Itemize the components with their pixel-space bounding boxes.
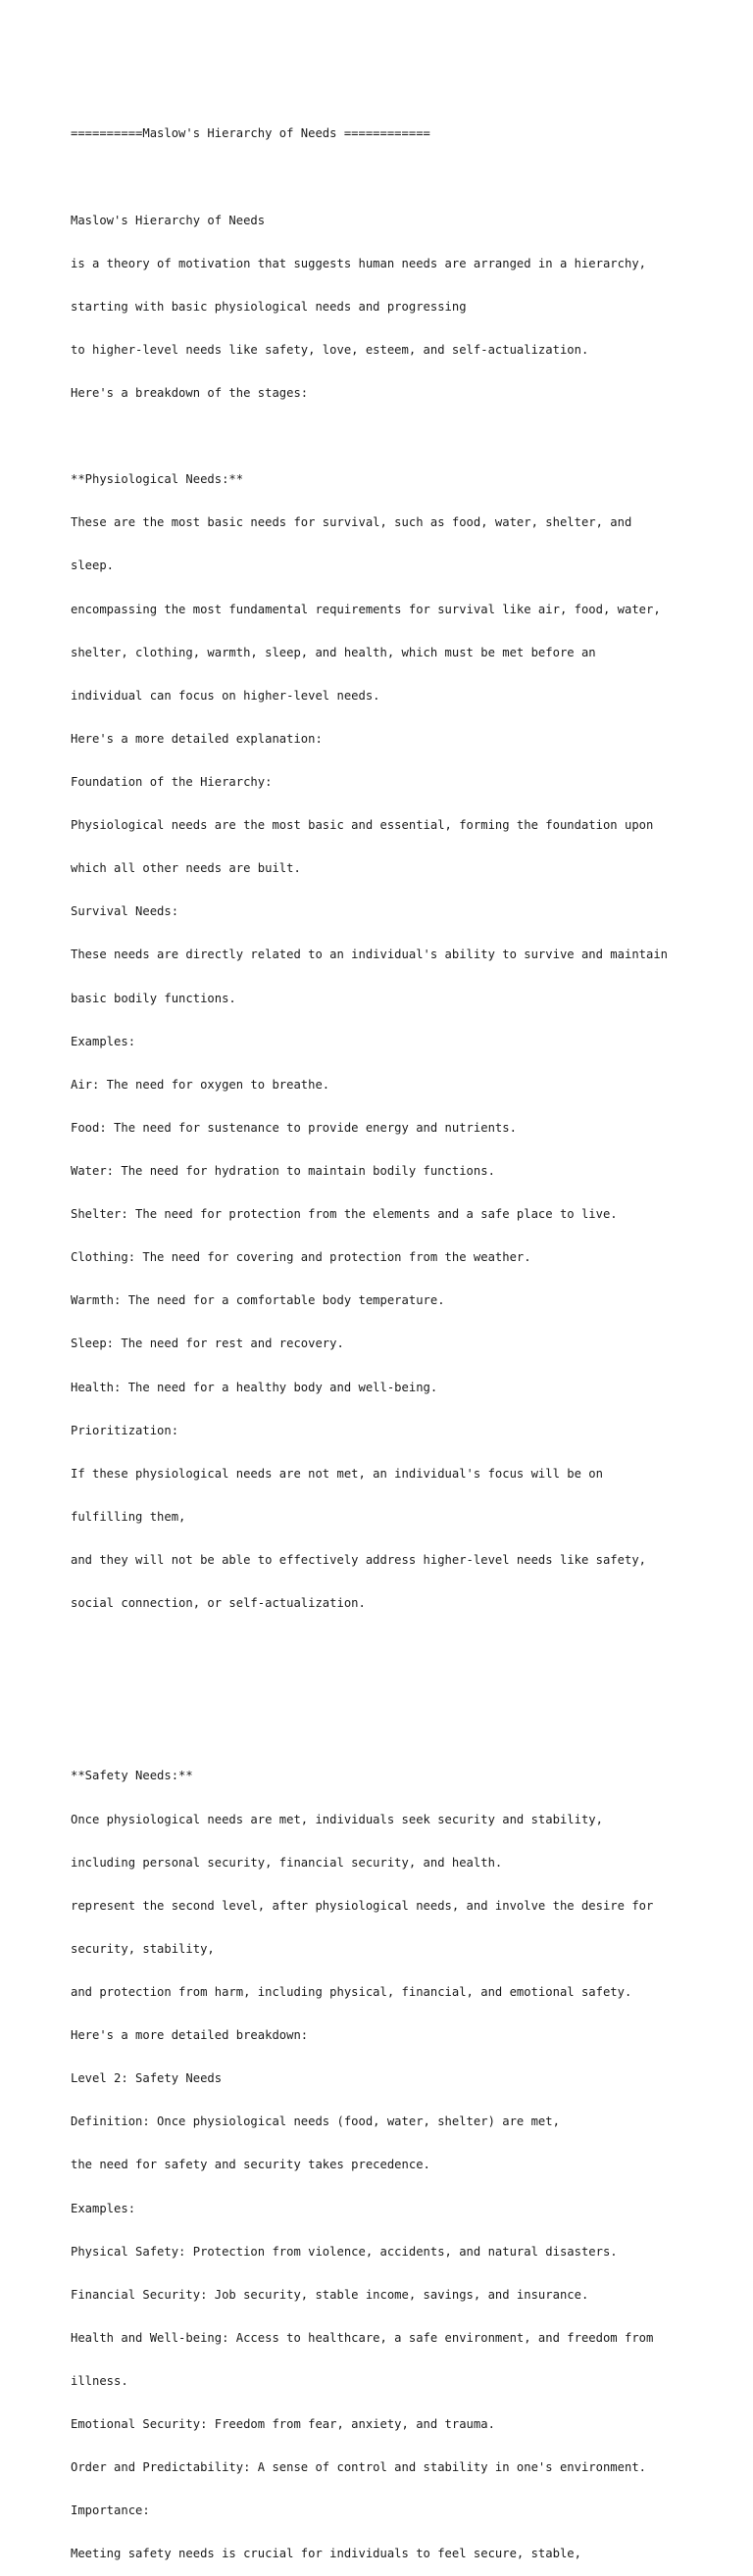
text-line: Health and Well-being: Access to healthcare, a safe environment, and freedom from [71, 2330, 654, 2345]
text-line: Physiological needs are the most basic and essential, forming the foundation upon [71, 818, 654, 833]
text-line: basic bodily functions. [71, 991, 236, 1005]
text-line: Prioritization: [71, 1423, 179, 1437]
text-line: Emotional Security: Freedom from fear, anxiety, and trauma. [71, 2417, 495, 2432]
text-line: Food: The need for sustenance to provide energy and nutrients. [71, 1120, 517, 1135]
text-line: Meeting safety needs is crucial for individuals to feel secure, stable, [71, 2547, 581, 2561]
text-line: Clothing: The need for covering and protection from the weather. [71, 1250, 531, 1265]
text-line: Financial Security: Job security, stable income, savings, and insurance. [71, 2287, 589, 2302]
blank-line [71, 1725, 737, 1740]
text-line: Here's a more detailed breakdown: [71, 2028, 309, 2043]
text-line: Importance: [71, 2503, 150, 2518]
text-line: Definition: Once physiological needs (food, water, shelter) are met, [71, 2114, 560, 2129]
blank-line [71, 429, 737, 444]
text-line: Sleep: The need for rest and recovery. [71, 1337, 344, 1351]
section-heading-physiological: **Physiological Needs:** [71, 472, 244, 487]
doc-title: ==========Maslow's Hierarchy of Needs ============ [71, 126, 430, 141]
text-line: to higher-level needs like safety, love, esteem, and self-actualization. [71, 342, 589, 357]
text-line: social connection, or self-actualization. [71, 1596, 366, 1611]
text-line: starting with basic physiological needs and progressing [71, 299, 467, 314]
blank-line [71, 1682, 737, 1697]
text-line: Shelter: The need for protection from the elements and a safe place to live. [71, 1207, 618, 1222]
section-heading-safety: **Safety Needs:** [71, 1769, 193, 1783]
text-line: sleep. [71, 559, 115, 573]
text-line: encompassing the most fundamental requirements for survival like air, food, water, [71, 602, 661, 616]
text-line: shelter, clothing, warmth, sleep, and health, which must be met before an [71, 645, 596, 659]
text-line: represent the second level, after physiological needs, and involve the desire for [71, 1898, 654, 1913]
text-line: including personal security, financial security, and health. [71, 1855, 503, 1870]
blank-line [71, 1639, 737, 1654]
text-line: Level 2: Safety Needs [71, 2071, 223, 2086]
text-line: Maslow's Hierarchy of Needs [71, 213, 266, 227]
text-line: Water: The need for hydration to maintain bodily functions. [71, 1164, 495, 1178]
text-line: If these physiological needs are not met, an individual's focus will be on [71, 1466, 603, 1481]
text-line: Warmth: The need for a comfortable body temperature. [71, 1293, 445, 1308]
text-line: Once physiological needs are met, individuals seek security and stability, [71, 1812, 603, 1826]
text-line: illness. [71, 2374, 128, 2389]
text-line: These are the most basic needs for survival, such as food, water, shelter, and [71, 515, 632, 530]
text-line: Physical Safety: Protection from violence, accidents, and natural disasters. [71, 2244, 618, 2259]
text-line: the need for safety and security takes precedence. [71, 2158, 430, 2172]
text-line: Here's a breakdown of the stages: [71, 386, 309, 401]
text-line: which all other needs are built. [71, 861, 301, 876]
text-line: security, stability, [71, 1941, 215, 1956]
text-line: Order and Predictability: A sense of control and stability in one's environment. [71, 2460, 646, 2475]
text-line: individual can focus on higher-level needs. [71, 688, 380, 703]
text-line: Survival Needs: [71, 904, 179, 919]
text-line: Examples: [71, 2201, 136, 2215]
text-line: and they will not be able to effectively address higher-level needs like safety, [71, 1552, 646, 1567]
text-line: fulfilling them, [71, 1509, 186, 1524]
blank-line [71, 170, 737, 185]
text-line: Air: The need for oxygen to breathe. [71, 1077, 330, 1092]
text-line: Health: The need for a healthy body and well-being. [71, 1380, 438, 1394]
text-line: Here's a more detailed explanation: [71, 731, 323, 746]
text-line: and protection from harm, including physical, financial, and emotional safety. [71, 1985, 632, 2000]
document-body [71, 98, 737, 2576]
text-line: Foundation of the Hierarchy: [71, 775, 273, 790]
text-line: Examples: [71, 1034, 136, 1048]
text-line: is a theory of motivation that suggests human needs are arranged in a hierarchy, [71, 256, 646, 270]
text-line: These needs are directly related to an individual's ability to survive and maintain [71, 948, 669, 962]
